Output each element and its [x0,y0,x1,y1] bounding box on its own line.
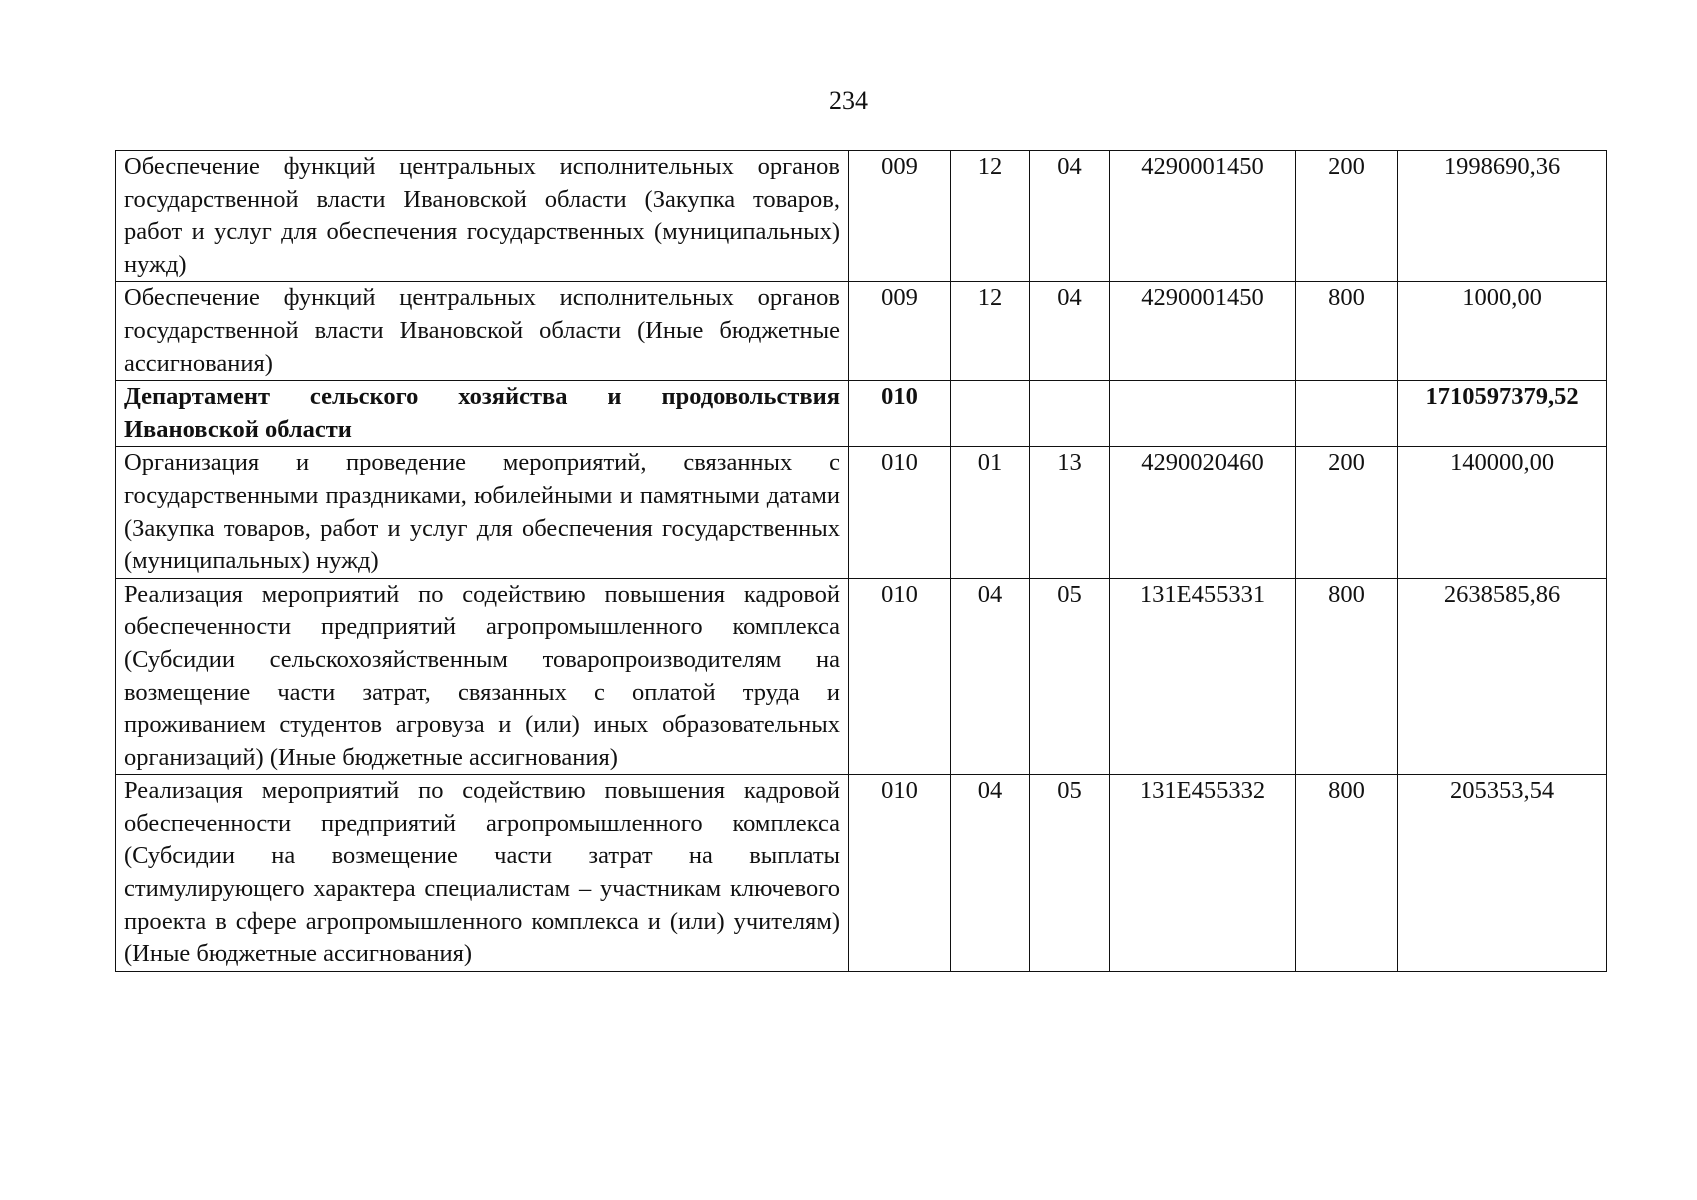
table-row [116,775,1607,972]
budget-table [115,150,1607,972]
page-number: 234 [829,86,868,115]
expense-type-cell: 200 [1296,151,1398,282]
ministry-code-cell: 010 [849,447,951,578]
section-code-cell: 12 [951,151,1030,282]
subsection-code-cell: 05 [1030,775,1110,972]
subsection-code-cell: 05 [1030,578,1110,775]
target-article-cell: 4290001450 [1110,282,1296,381]
section-code-cell: 12 [951,282,1030,381]
section-code-cell: 04 [951,578,1030,775]
table-row [116,282,1607,381]
expense-type-cell: 800 [1296,282,1398,381]
ministry-code-cell: 009 [849,151,951,282]
ministry-code-cell: 009 [849,282,951,381]
subsection-code-cell [1030,381,1110,447]
amount-cell: 1000,00 [1398,282,1607,381]
ministry-code-cell: 010 [849,578,951,775]
description-cell: Обеспечение функций центральных исполнительных органов государственной власти Ивановской области (Закупка товаров, работ и услуг для обеспечения государственных (муниципальных) нужд) [116,151,849,282]
section-code-cell: 01 [951,447,1030,578]
ministry-code-cell: 010 [849,381,951,447]
expense-type-cell: 800 [1296,578,1398,775]
section-code-cell: 04 [951,775,1030,972]
expense-type-cell [1296,381,1398,447]
target-article-cell: 131E455331 [1110,578,1296,775]
table-row [116,151,1607,282]
amount-cell: 1998690,36 [1398,151,1607,282]
table-body [116,151,1607,972]
description-cell: Обеспечение функций центральных исполнительных органов государственной власти Ивановской области (Иные бюджетные ассигнования) [116,282,849,381]
expense-type-cell: 200 [1296,447,1398,578]
target-article-cell [1110,381,1296,447]
description-cell: Департамент сельского хозяйства и продовольствия Ивановской области [116,381,849,447]
subsection-code-cell: 04 [1030,151,1110,282]
table-row [116,578,1607,775]
ministry-code-cell: 010 [849,775,951,972]
target-article-cell: 4290020460 [1110,447,1296,578]
subsection-code-cell: 04 [1030,282,1110,381]
description-cell: Реализация мероприятий по содействию повышения кадровой обеспеченности предприятий агропромышленного комплекса (Субсидии сельскохозяйственным товаропроизводителям на возмещение части затрат, связанных с оплатой труда и проживанием студентов агровуза и (или) иных образовательных организаций) (Иные бюджетные ассигнования) [116,578,849,775]
expense-type-cell: 800 [1296,775,1398,972]
amount-cell: 140000,00 [1398,447,1607,578]
amount-cell: 1710597379,52 [1398,381,1607,447]
target-article-cell: 4290001450 [1110,151,1296,282]
section-code-cell [951,381,1030,447]
description-cell: Организация и проведение мероприятий, связанных с государственными праздниками, юбилейными и памятными датами (Закупка товаров, работ и услуг для обеспечения государственных (муниципальных) нужд) [116,447,849,578]
table-row [116,381,1607,447]
table-row [116,447,1607,578]
amount-cell: 205353,54 [1398,775,1607,972]
description-cell: Реализация мероприятий по содействию повышения кадровой обеспеченности предприятий агропромышленного комплекса (Субсидии на возмещение части затрат на выплаты стимулирующего характера специалистам – участникам ключевого проекта в сфере агропромышленного комплекса и (или) учителям) (Иные бюджетные ассигнования) [116,775,849,972]
amount-cell: 2638585,86 [1398,578,1607,775]
subsection-code-cell: 13 [1030,447,1110,578]
target-article-cell: 131E455332 [1110,775,1296,972]
